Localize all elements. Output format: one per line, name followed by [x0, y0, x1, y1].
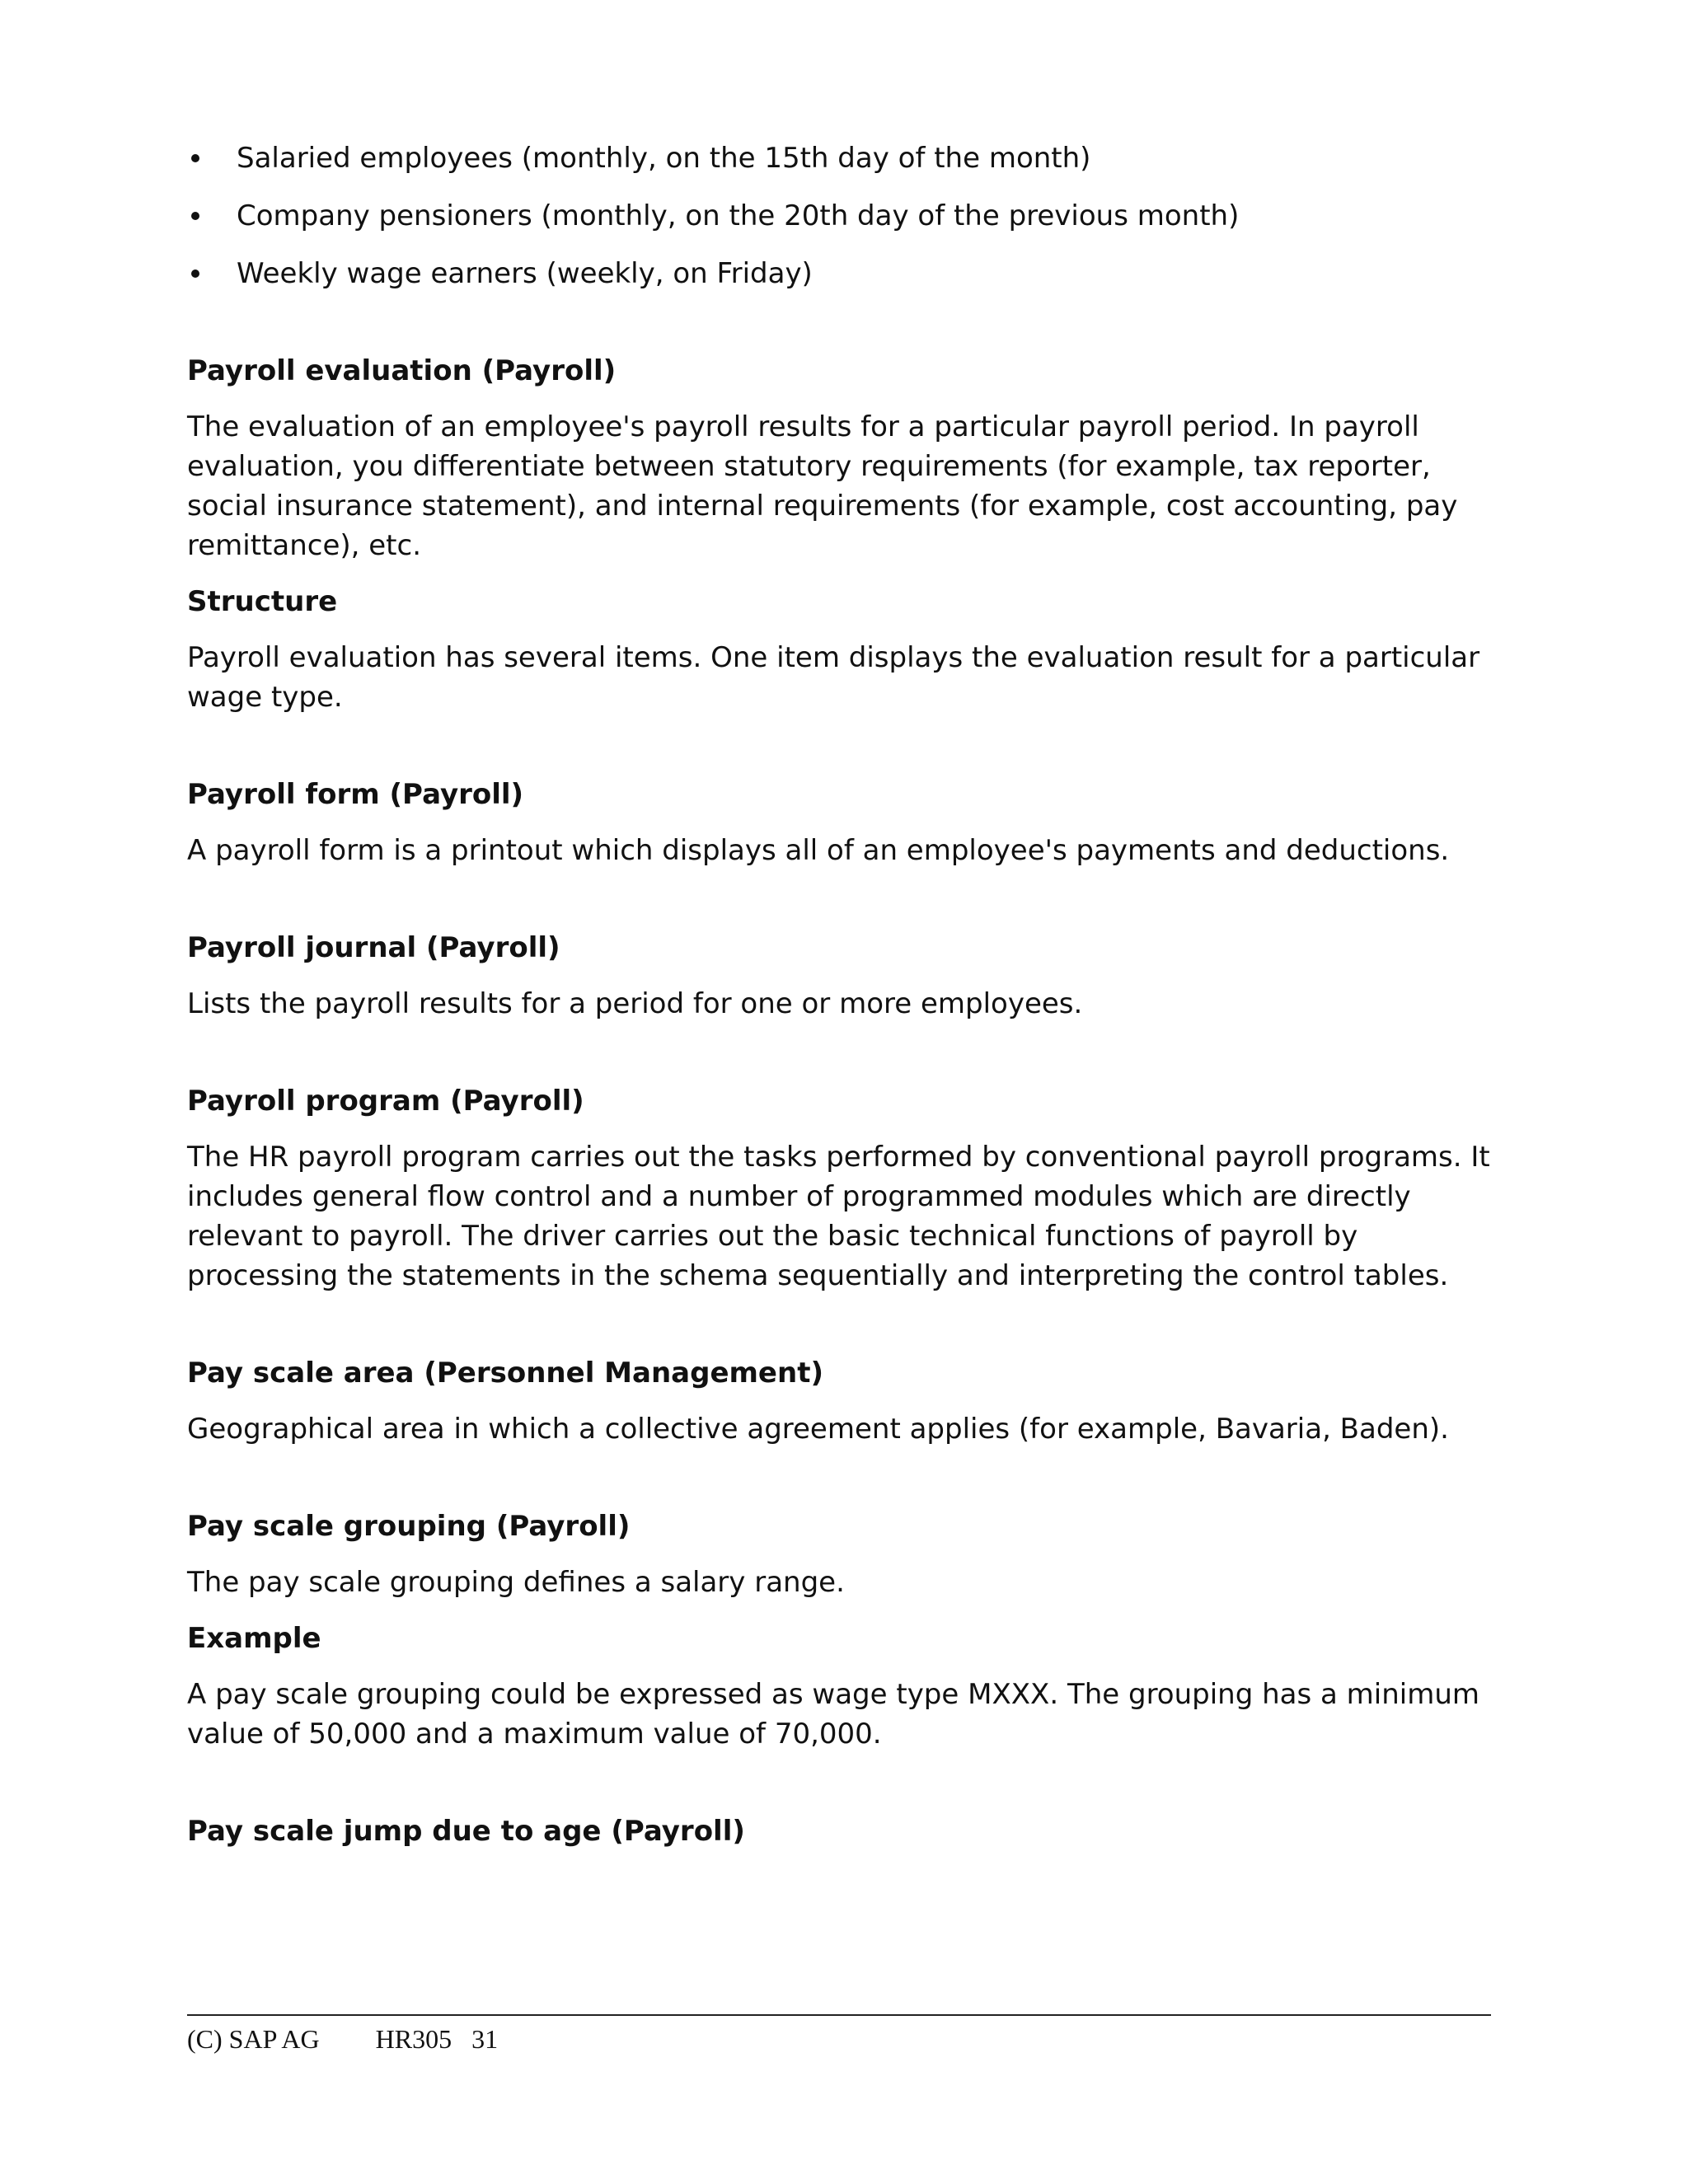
footer-divider: [187, 2014, 1491, 2016]
list-item-text: Weekly wage earners (weekly, on Friday): [237, 257, 813, 290]
glossary-entry-pay-scale-grouping: [187, 1507, 1506, 1754]
glossary-entry-payroll-program: [187, 1081, 1506, 1296]
entry-heading: Pay scale area (Personnel Management): [187, 1357, 823, 1390]
entry-definition: A payroll form is a printout which displays all of an employee's payments and deductions.: [187, 834, 1450, 867]
entry-heading: Payroll program (Payroll): [187, 1085, 584, 1118]
entry-definition: The pay scale grouping defines a salary range.: [187, 1566, 845, 1599]
list-item-text: Company pensioners (monthly, on the 20th day of the previous month): [237, 199, 1240, 232]
entry-heading: Pay scale grouping (Payroll): [187, 1510, 631, 1543]
glossary-entry-pay-scale-area: [187, 1353, 1506, 1449]
entry-subheading: Example: [187, 1622, 321, 1655]
bullet-icon: [191, 154, 199, 162]
list-item: [187, 196, 1506, 236]
entry-definition: The HR payroll program carries out the tasks performed by conventional payroll programs. It includes general flow control and a number of programmed modules which are directly relevant to payroll. The driver carries out the basic technical functions of payroll by processing the statements in the schema sequentially and interpreting the control tables.: [187, 1141, 1490, 1292]
footer-page-number: 31: [471, 2024, 499, 2054]
document-content: [187, 138, 1506, 1868]
list-item-text: Salaried employees (monthly, on the 15th day of the month): [237, 142, 1091, 175]
list-item: [187, 138, 1506, 178]
entry-heading: Payroll form (Payroll): [187, 778, 524, 811]
entry-heading: Payroll evaluation (Payroll): [187, 354, 617, 387]
glossary-entry-payroll-evaluation: [187, 351, 1506, 717]
page-footer: [187, 2014, 1491, 2055]
bullet-icon: [191, 212, 199, 220]
bullet-icon: [191, 269, 199, 278]
entry-subheading: Structure: [187, 585, 338, 618]
glossary-entry-payroll-form: [187, 775, 1506, 870]
entry-heading: Payroll journal (Payroll): [187, 931, 560, 964]
footer-course-code: HR305: [375, 2024, 452, 2054]
entry-subtext: A pay scale grouping could be expressed as wage type MXXX. The grouping has a minimum value of 50,000 and a maximum value of 70,000.: [187, 1678, 1480, 1750]
entry-heading: Pay scale jump due to age (Payroll): [187, 1815, 745, 1848]
payroll-period-list: [187, 138, 1506, 293]
entry-definition: The evaluation of an employee's payroll results for a particular payroll period. In payroll evaluation, you differentiate between statutory requirements (for example, tax reporter, social insurance statement), and internal requirements (for example, cost accounting, pay remittance), etc.: [187, 410, 1458, 562]
document-page: [187, 0, 1506, 2184]
footer-copyright: (C) SAP AG: [187, 2024, 320, 2054]
entry-definition: Lists the payroll results for a period for one or more employees.: [187, 987, 1083, 1020]
footer-text: [187, 2022, 1491, 2055]
entry-subtext: Payroll evaluation has several items. One item displays the evaluation result for a particular wage type.: [187, 641, 1480, 714]
glossary-entry-pay-scale-jump: [187, 1811, 1506, 1851]
list-item: [187, 254, 1506, 293]
entry-definition: Geographical area in which a collective agreement applies (for example, Bavaria, Baden).: [187, 1413, 1449, 1446]
glossary-entry-payroll-journal: [187, 928, 1506, 1024]
